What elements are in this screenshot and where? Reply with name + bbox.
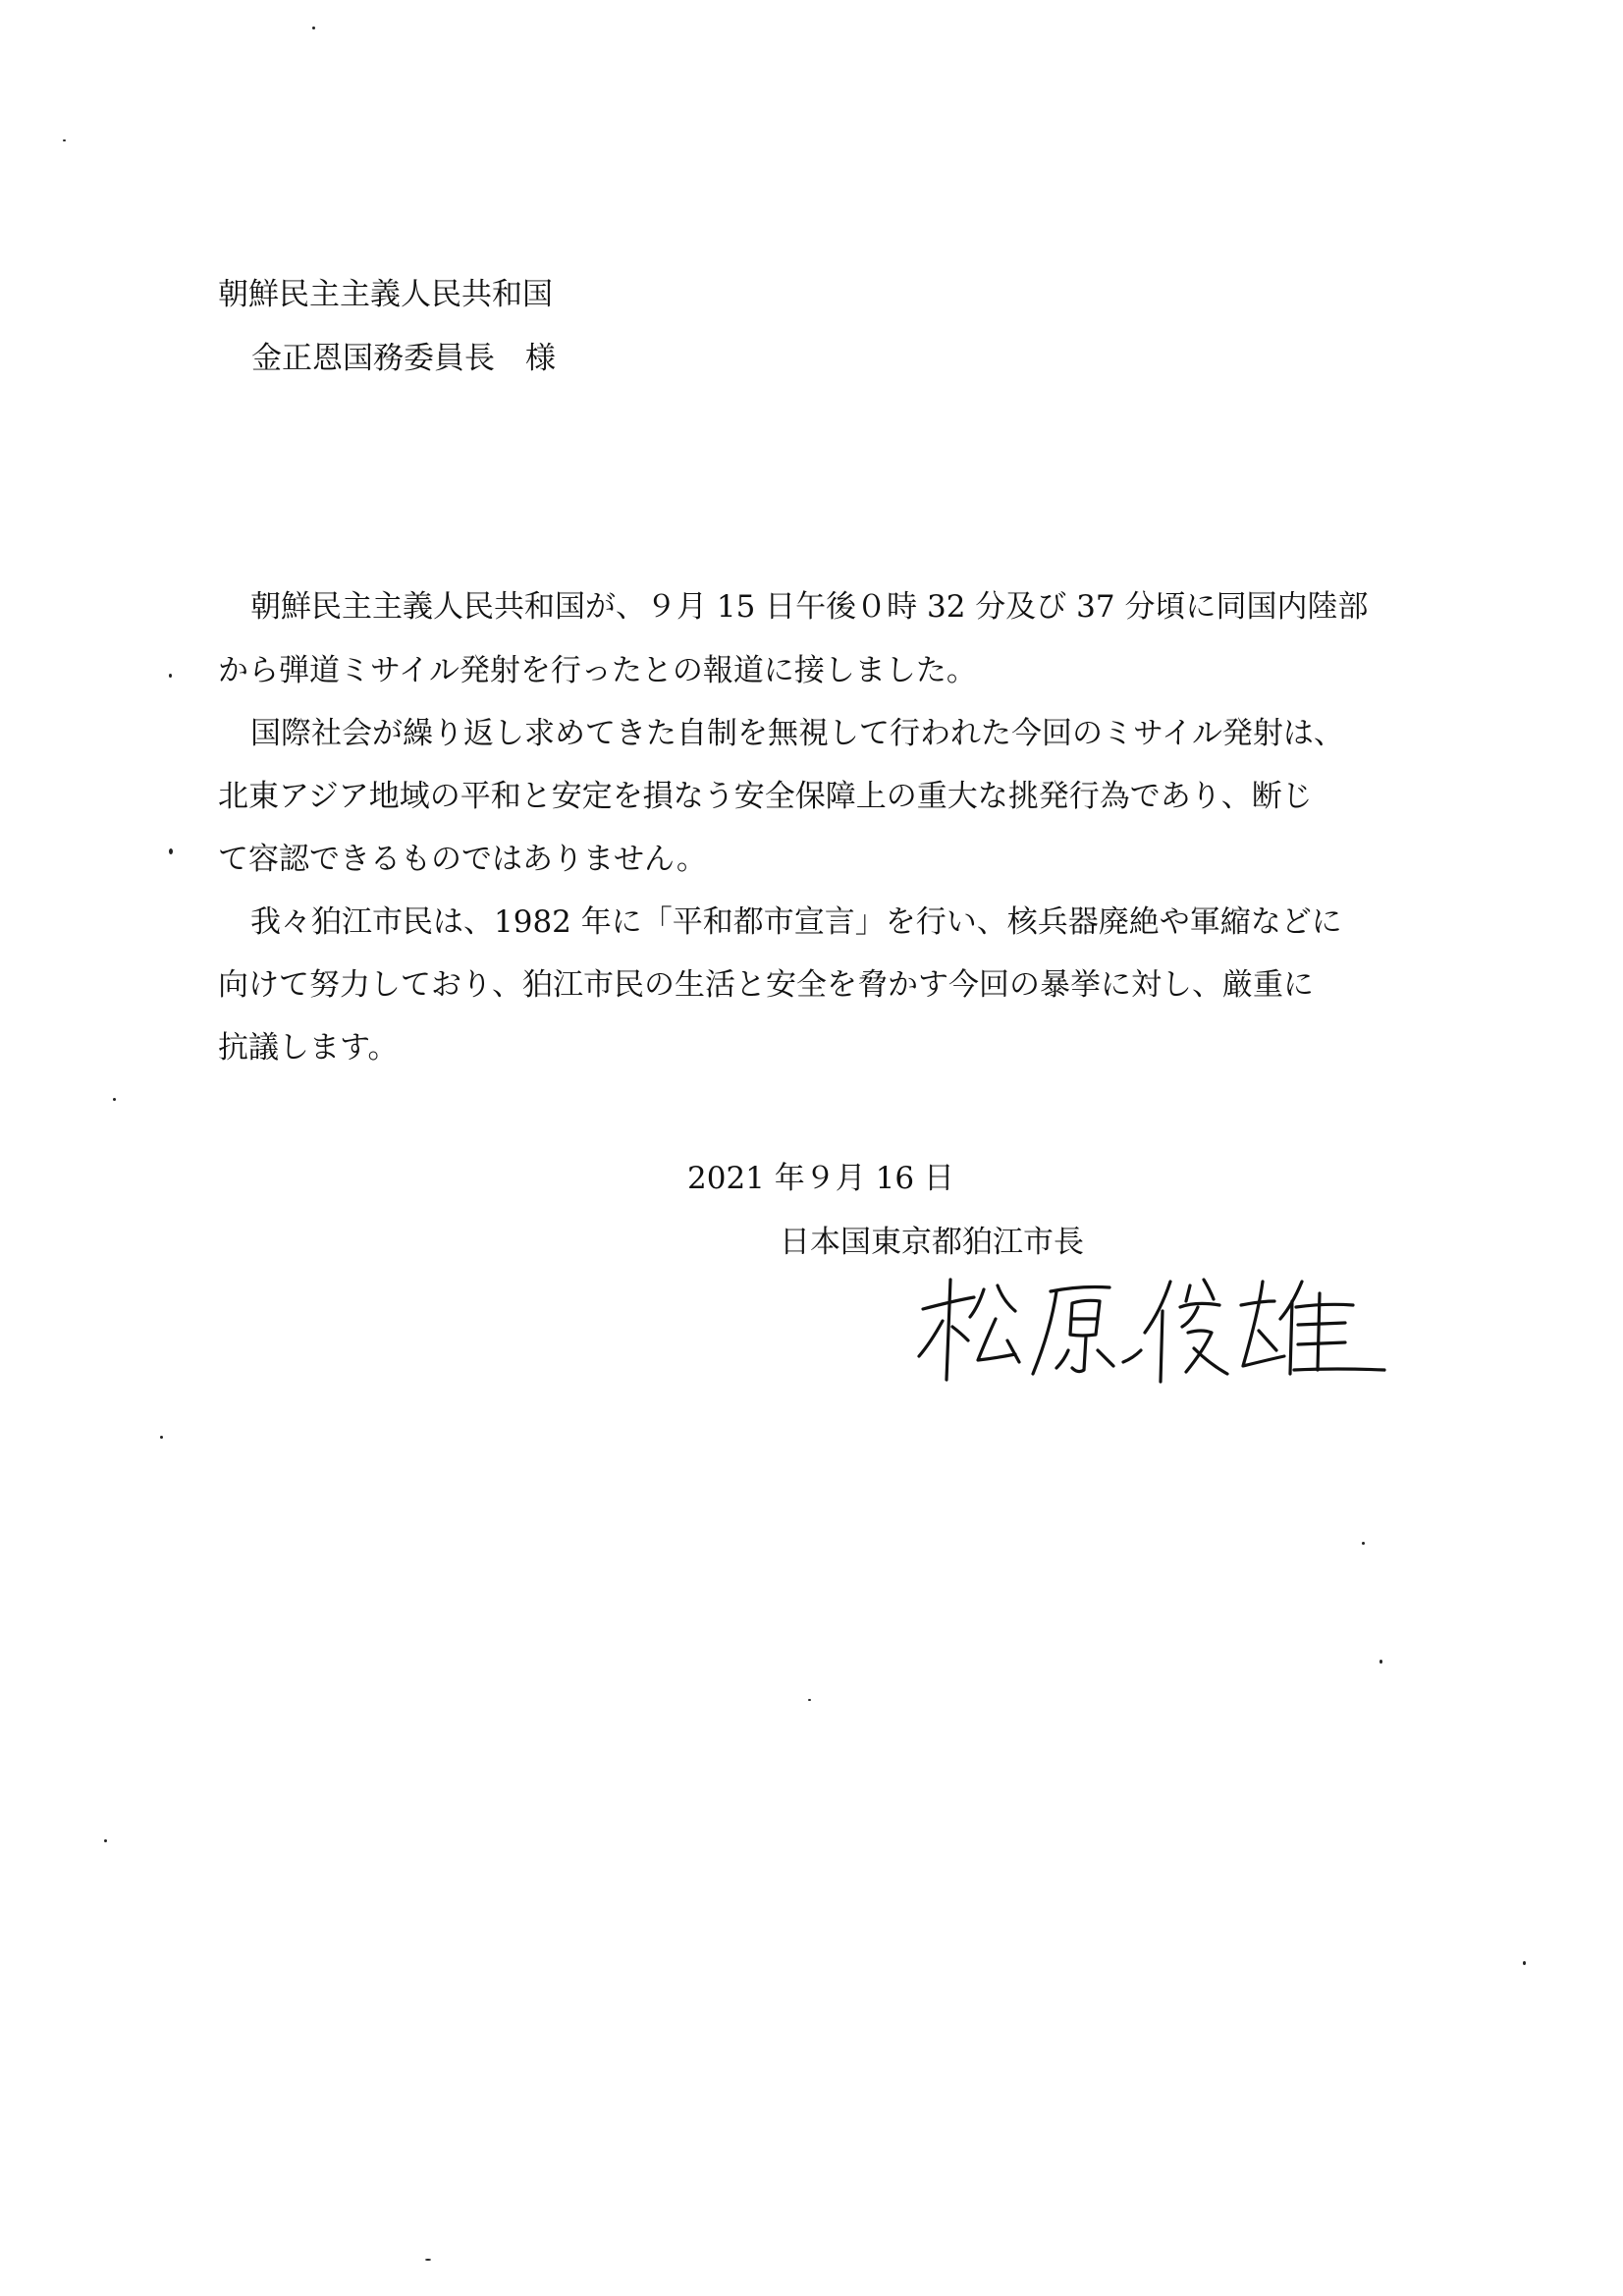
scan-speck [1380, 1660, 1382, 1664]
addressee-name: 金正恩国務委員長 様 [251, 341, 556, 376]
scan-speck [808, 1699, 811, 1701]
scan-speck [104, 1839, 107, 1842]
body-paragraph-1-line-2: から弾道ミサイル発射を行ったとの報道に接しました。 [218, 653, 977, 688]
body-paragraph-2-line-3: て容認できるものではありません。 [218, 842, 707, 877]
handwritten-signature [913, 1272, 1404, 1390]
body-paragraph-3-line-1: 我々狛江市民は、1982 年に「平和都市宣言」を行い、核兵器廃絶や軍縮などに [250, 904, 1342, 940]
scan-speck [113, 1098, 116, 1101]
addressee-country: 朝鮮民主主義人民共和国 [218, 277, 553, 312]
scan-speck [160, 1436, 163, 1439]
letter-date: 2021 年９月 16 日 [687, 1161, 954, 1196]
body-paragraph-2-line-1: 国際社会が繰り返し求めてきた自制を無視して行われた今回のミサイル発射は、 [250, 716, 1344, 751]
sender-office: 日本国東京都狛江市長 [780, 1225, 1084, 1260]
scan-speck [425, 2259, 431, 2261]
body-paragraph-1-line-1: 朝鮮民主主義人民共和国が、９月 15 日午後０時 32 分及び 37 分頃に同国内陸部 [250, 589, 1369, 625]
scan-speck [169, 848, 173, 854]
scan-speck [1362, 1542, 1365, 1545]
scan-speck [63, 139, 66, 141]
body-paragraph-3-line-3: 抗議します。 [218, 1030, 399, 1066]
scan-speck [312, 27, 315, 29]
scan-speck [169, 674, 172, 678]
body-paragraph-2-line-2: 北東アジア地域の平和と安定を損なう安全保障上の重大な挑発行為であり、断じ [218, 779, 1313, 814]
scan-speck [1523, 1961, 1526, 1965]
body-paragraph-3-line-2: 向けて努力しており、狛江市民の生活と安全を脅かす今回の暴挙に対し、厳重に [218, 967, 1314, 1003]
